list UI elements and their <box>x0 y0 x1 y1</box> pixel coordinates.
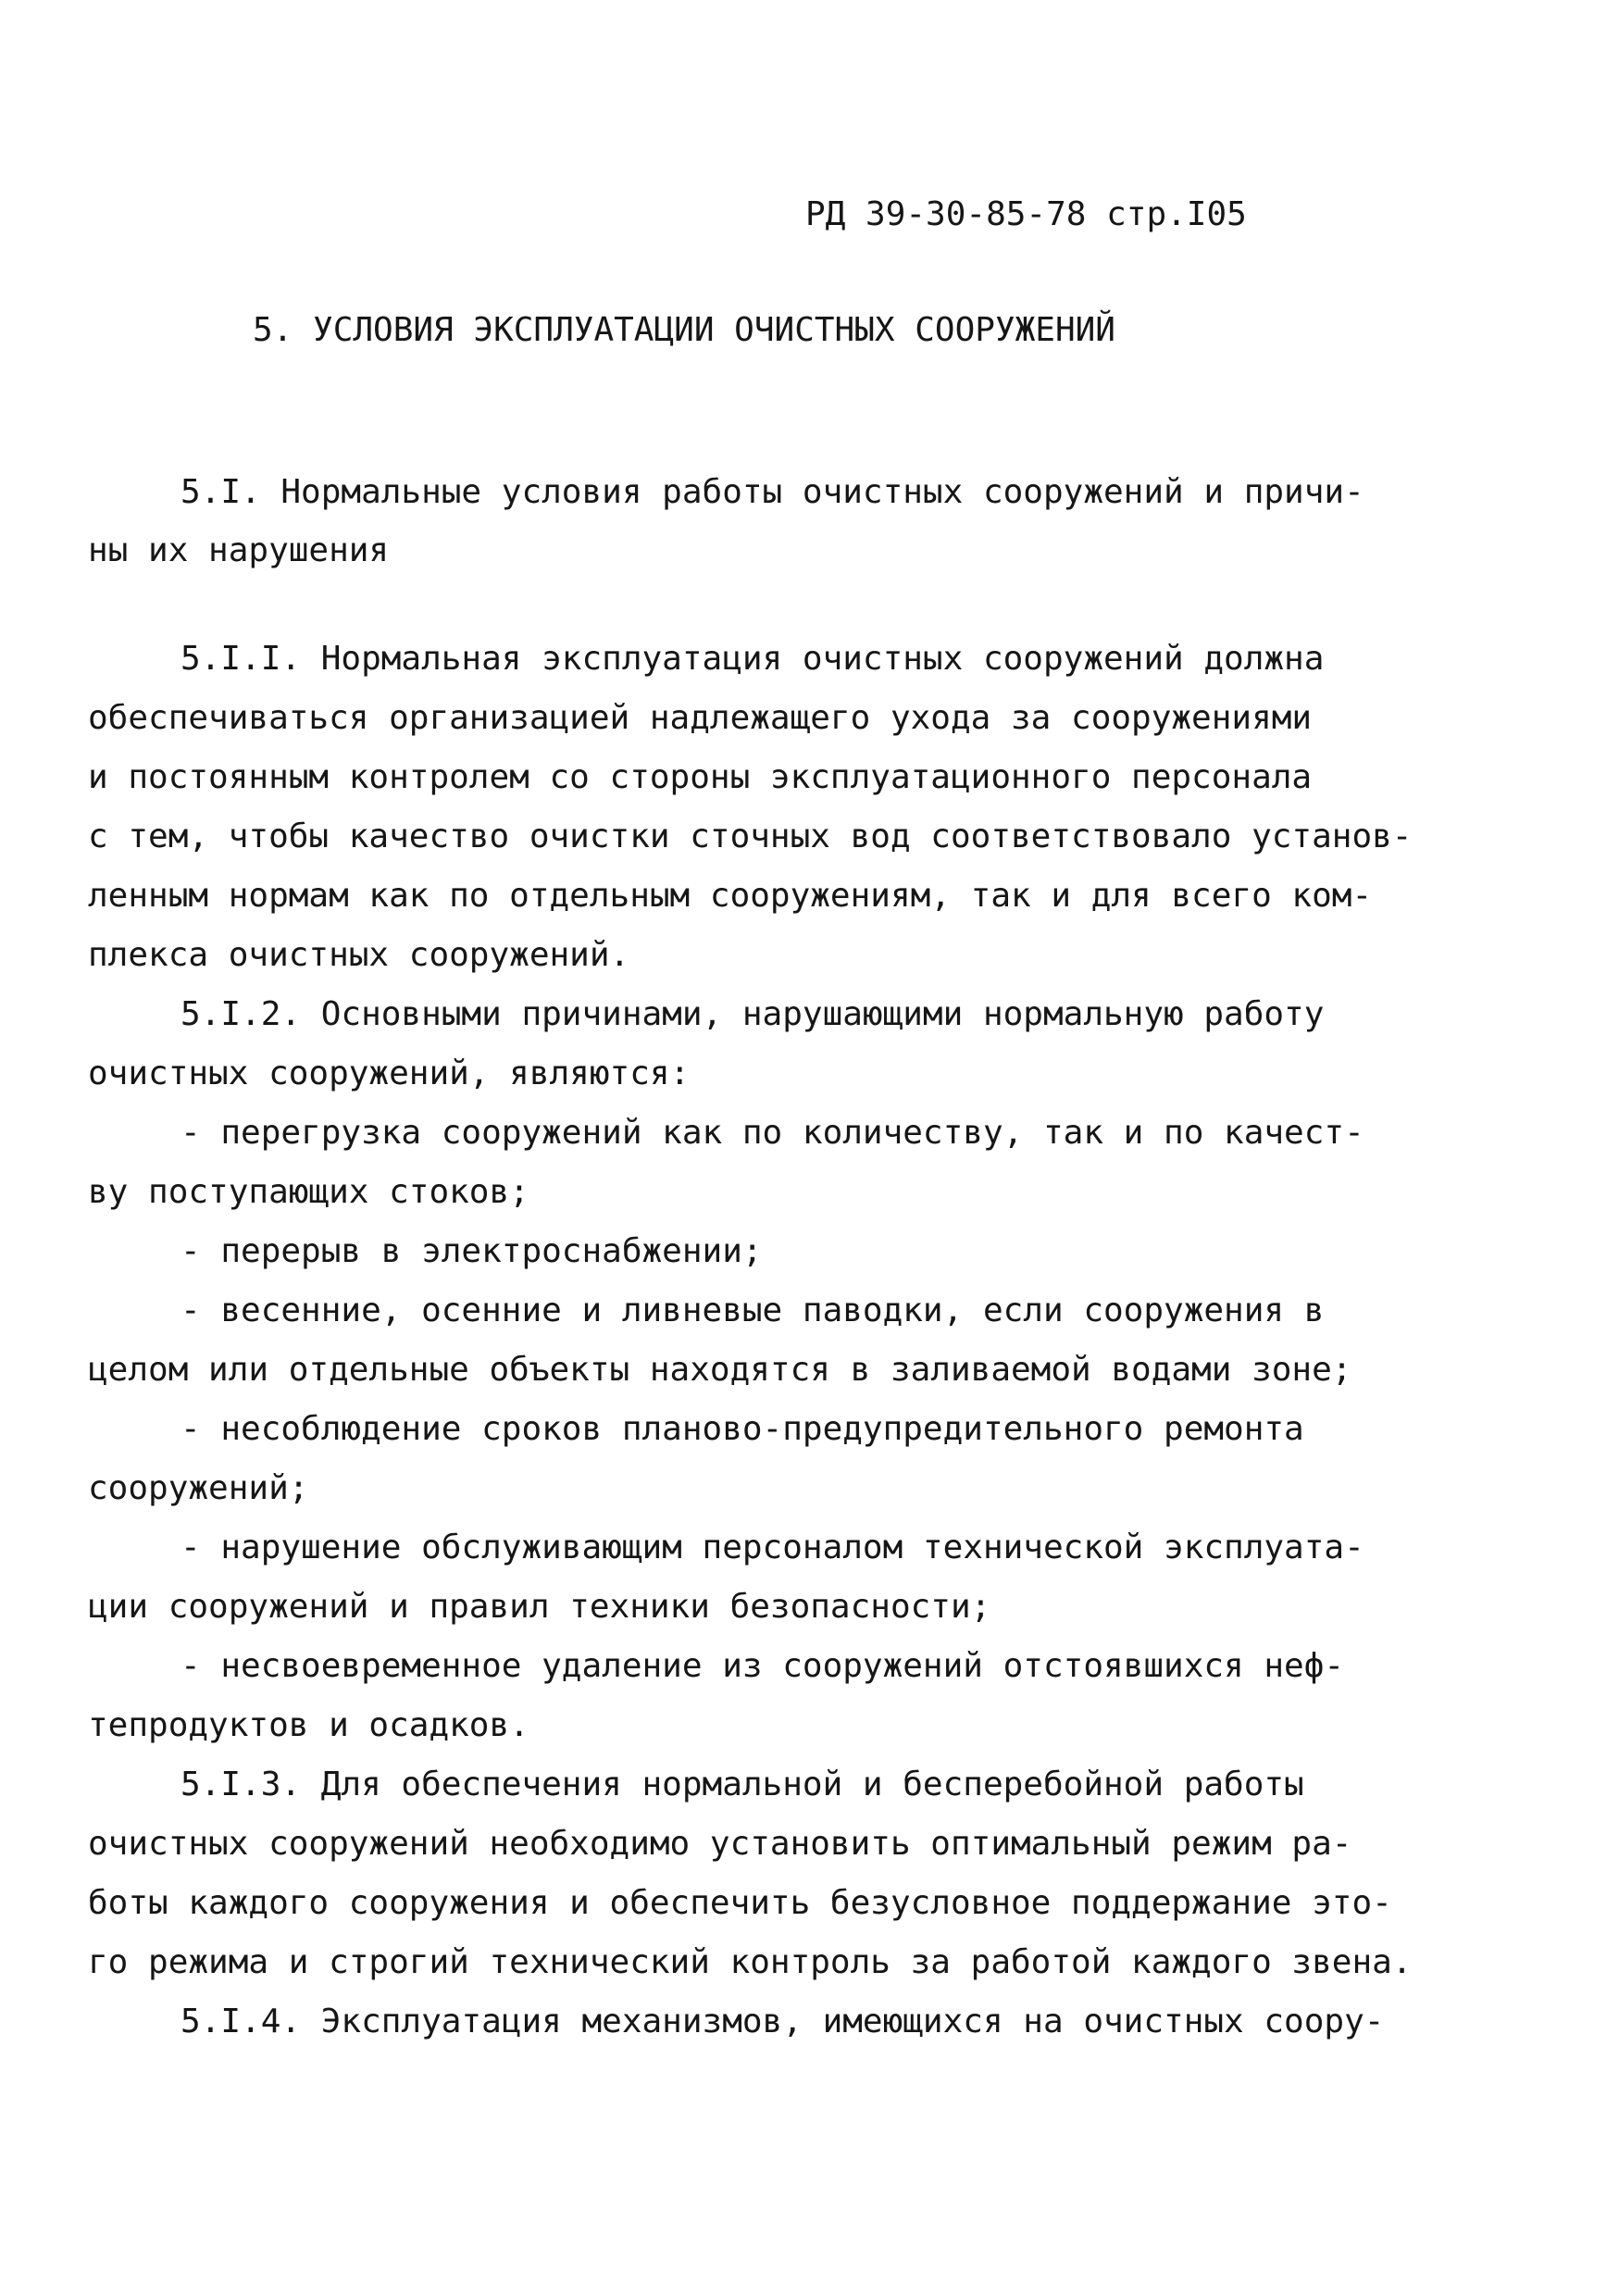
text-line: - несоблюдение сроков планово-предупредительного ремонта <box>181 1410 1304 1448</box>
text-line: 5.I.2. Основными причинами, нарушающими нормальную работу <box>181 995 1325 1033</box>
text-line: плекса очистных сооружений. <box>88 936 630 974</box>
text-line: очистных сооружений необходимо установить оптимальный режим ра- <box>88 1825 1352 1863</box>
text-line: ции сооружений и правил техники безопасности; <box>88 1588 991 1626</box>
subsection-heading-line: ны их нарушения <box>88 531 390 569</box>
subsection-heading-line: 5.I. Нормальные условия работы очистных сооружений и причи- <box>181 473 1364 511</box>
text-line: и постоянным контролем со стороны эксплуатационного персонала <box>88 758 1313 796</box>
text-line: - нарушение обслуживающим персоналом технической эксплуата- <box>181 1529 1364 1566</box>
text-line: ву поступающих стоков; <box>88 1173 529 1211</box>
text-line: 5.I.3. Для обеспечения нормальной и бесперебойной работы <box>181 1766 1304 1803</box>
section-title: 5. УСЛОВИЯ ЭКСПЛУАТАЦИИ ОЧИСТНЫХ СООРУЖЕНИЙ <box>253 311 1115 349</box>
text-line: очистных сооружений, являются: <box>88 1054 691 1092</box>
text-line: го режима и строгий технический контроль за работой каждого звена. <box>88 1943 1413 1981</box>
text-line: целом или отдельные объекты находятся в заливаемой водами зоне; <box>88 1351 1352 1389</box>
text-line: - весенние, осенние и ливневые паводки, если сооружения в <box>181 1292 1325 1329</box>
text-line: 5.I.4. Эксплуатация механизмов, имеющихся на очистных соору- <box>181 2003 1385 2040</box>
text-line: - несвоевременное удаление из сооружений отстоявшихся неф- <box>181 1647 1345 1685</box>
text-line: - перерыв в электроснабжении; <box>181 1232 763 1270</box>
text-line: 5.I.I. Нормальная эксплуатация очистных сооружений должна <box>181 640 1325 678</box>
text-line: сооружений; <box>88 1469 309 1507</box>
text-line: боты каждого сооружения и обеспечить безусловное поддержание это- <box>88 1884 1392 1922</box>
page-header: РД 39-30-85-78 стр.I05 <box>805 195 1247 233</box>
text-line: обеспечиваться организацией надлежащего ухода за сооружениями <box>88 699 1313 737</box>
text-line: с тем, чтобы качество очистки сточных вод соответствовало установ- <box>88 817 1413 855</box>
text-line: тепродуктов и осадков. <box>88 1706 529 1744</box>
text-line: ленным нормам как по отдельным сооружениям, так и для всего ком- <box>88 877 1373 915</box>
text-line: - перегрузка сооружений как по количеству, так и по качест- <box>181 1114 1364 1152</box>
